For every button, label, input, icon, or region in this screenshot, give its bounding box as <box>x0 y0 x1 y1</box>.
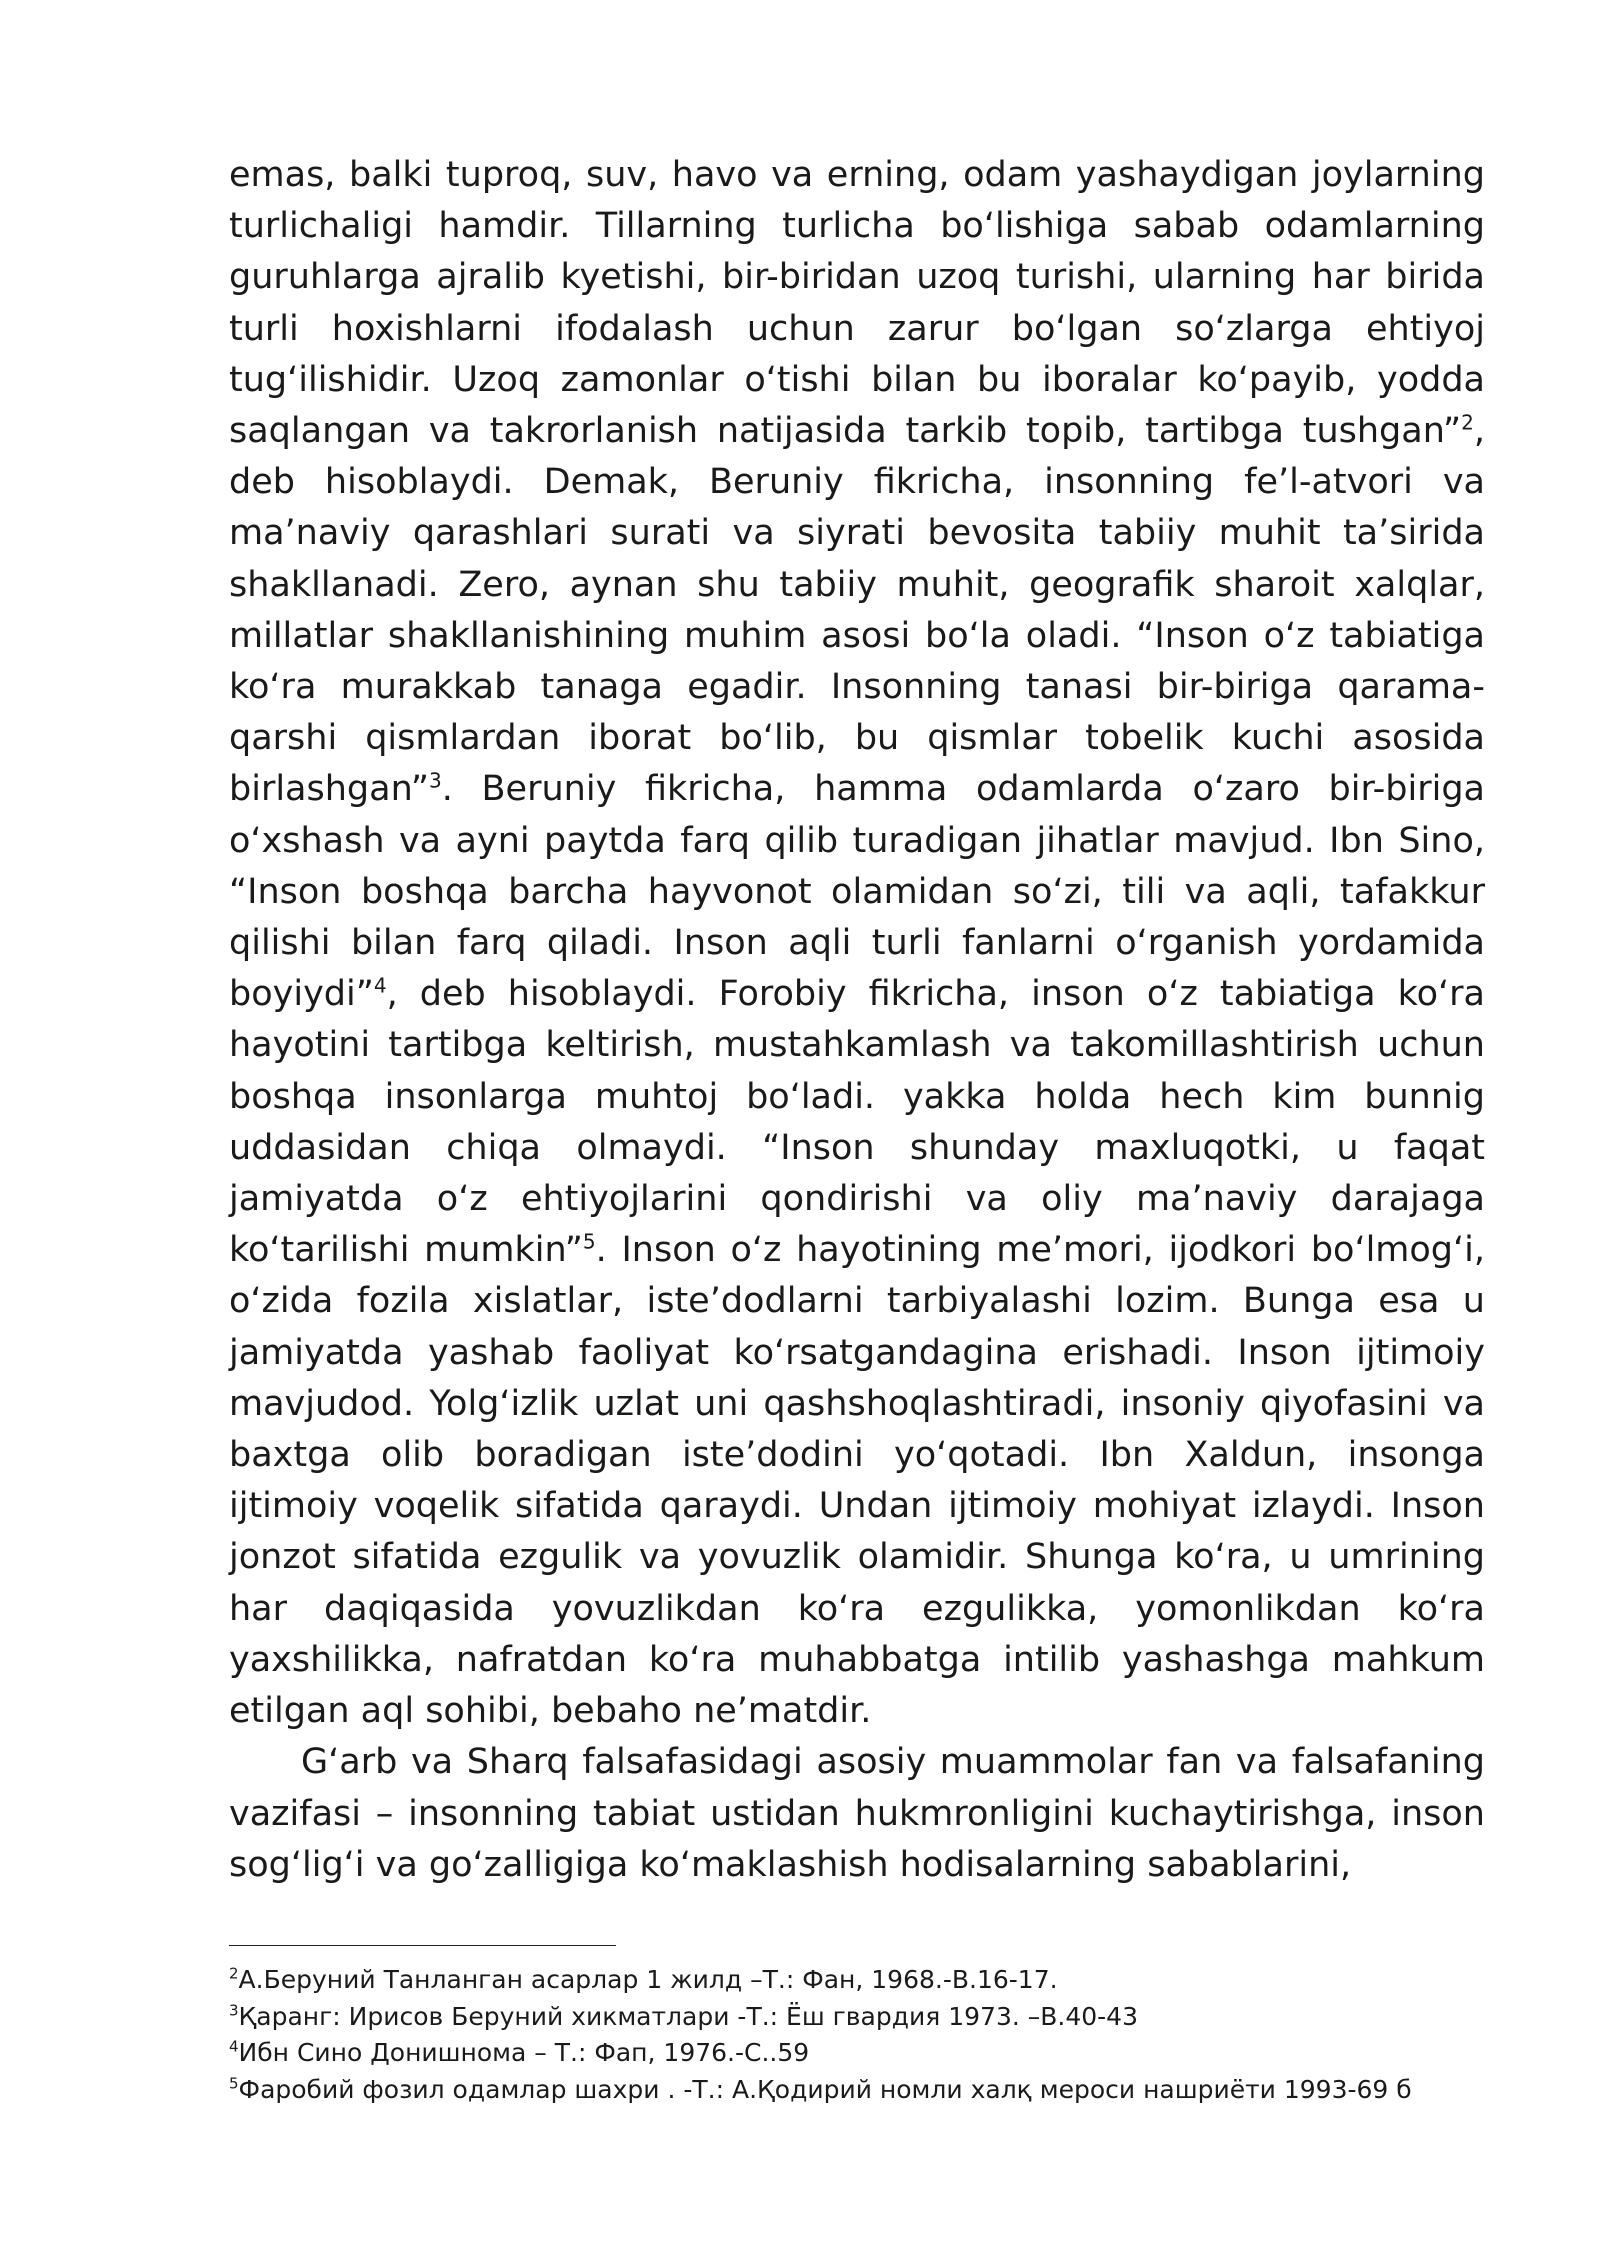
footnote <box>229 1999 1485 2036</box>
footnote-number: 5 <box>229 2074 239 2093</box>
footnote-text: Қаранг: Ирисов Беруний хикматлари -Т.: Ёш гвардия 1973. –В.40-43 <box>238 2001 1138 2031</box>
footnote-text: А.Беруний Танланган асарлар 1 жилд –Т.: Фан, 1968.-В.16-17. <box>238 1965 1058 1994</box>
paragraph-text: . Beruniy fikricha, hamma odamlarda oʻzaro bir-biriga oʻxshash va ayni paytda farq qilib turadigan jihatlar mavjud. Ibn Sino, “Inson boshqa barcha hayvonot olamidan soʻzi, tili va aqli, tafakkur qilishi bilan farq qiladi. Inson aqli turli fanlarni oʻrganish yordamida boyiydi” <box>229 769 1485 1015</box>
footnote <box>229 1962 1485 1999</box>
paragraph-1 <box>229 150 1485 1737</box>
footnote-ref[interactable]: 2 <box>1461 410 1474 435</box>
footnote-separator <box>229 1945 616 1946</box>
paragraph-text: emas, balki tuproq, suv, havo va erning, odam yashaydigan joylarning turlichaligi hamdir. Tillarning turlicha boʻlishiga sabab odamlarning guruhlarga ajralib kyetishi, bir-biridan uzoq turishi, ularning har birida turli hoxishlarni ifodalash uchun zarur boʻlgan soʻzlarga ehtiyoj tugʻilishidir. Uzoq zamonlar oʻtishi bilan bu iboralar koʻpayib, yodda saqlangan va takrorlanish natijasida tarkib topib, tartibga tushgan” <box>229 155 1485 452</box>
footnote-ref[interactable]: 4 <box>373 973 387 998</box>
footnote-number: 4 <box>229 2037 239 2056</box>
paragraph-text: . Inson oʻz hayotining me’mori, ijodkori boʻlmogʻi, oʻzida fozila xislatlar, iste’dodlarni tarbiyalashi lozim. Bunga esa u jamiyatda yashab faoliyat koʻrsatgandagina erishadi. Inson ijtimoiy mavjudod. Yolgʻizlik uzlat uni qashshoqlashtiradi, insoniy qiyofasini va baxtga olib boradigan iste’dodini yoʻqotadi. Ibn Xaldun, insonga ijtimoiy voqelik sifatida qaraydi. Undan ijtimoiy mohiyat izlaydi. Inson jonzot sifatida ezgulik va yovuzlik olamidir. Shunga koʻra, u umrining har daqiqasida yovuzlikdan koʻra ezgulikka, yomonlikdan koʻra yaxshilikka, nafratdan koʻra muhabbatga intilib yashashga mahkum etilgan aql sohibi, bebaho ne’matdir. <box>229 1230 1485 1732</box>
body-text <box>229 150 1485 1891</box>
footnote <box>229 2035 1485 2072</box>
footnote-text: Ибн Сино Донишнома – Т.: Фап, 1976.-С..59 <box>238 2038 810 2067</box>
paragraph-text: , deb hisoblaydi. Demak, Beruniy fikricha, insonning fe’l-atvori va ma’naviy qarashlari surati va siyrati bevosita tabiiy muhit ta’sirida shakllanadi. Zero, aynan shu tabiiy muhit, geografik sharoit xalqlar, millatlar shakllanishining muhim asosi boʻla oladi. “Inson oʻz tabiatiga koʻra murakkab tanaga egadir. Insonning tanasi bir-biriga qarama-qarshi qismlardan iborat boʻlib, bu qismlar tobelik kuchi asosida birlashgan” <box>229 411 1485 810</box>
footnote-text: Фаробий фозил одамлар шахри . -Т.: А.Қодирий номли халқ мероси нашриёти 1993-69 б <box>238 2074 1412 2104</box>
footnotes <box>229 1962 1485 2108</box>
footnote <box>229 2072 1485 2109</box>
footnote-number: 3 <box>229 2001 239 2020</box>
paragraph-text: , deb hisoblaydi. Forobiy fikricha, inson oʻz tabiatiga koʻra hayotini tartibga keltirish, mustahkamlash va takomillashtirish uchun boshqa insonlarga muhtoj boʻladi. yakka holda hech kim bunnig uddasidan chiqa olmaydi. “Inson shunday maxluqotki, u faqat jamiyatda oʻz ehtiyojlarini qondirishi va oliy ma’naviy darajaga koʻtarilishi mumkin” <box>229 974 1485 1271</box>
footnote-ref[interactable]: 5 <box>582 1229 596 1254</box>
footnote-number: 2 <box>229 1964 239 1983</box>
paragraph-2: Gʻarb va Sharq falsafasidagi asosiy muammolar fan va falsafaning vazifasi – insonning tabiat ustidan hukmronligini kuchaytirishga, inson sogʻligʻi va goʻzalligiga koʻmaklashish hodisalarning sabablarini, <box>229 1742 1485 1885</box>
footnote-ref[interactable]: 3 <box>429 768 442 793</box>
